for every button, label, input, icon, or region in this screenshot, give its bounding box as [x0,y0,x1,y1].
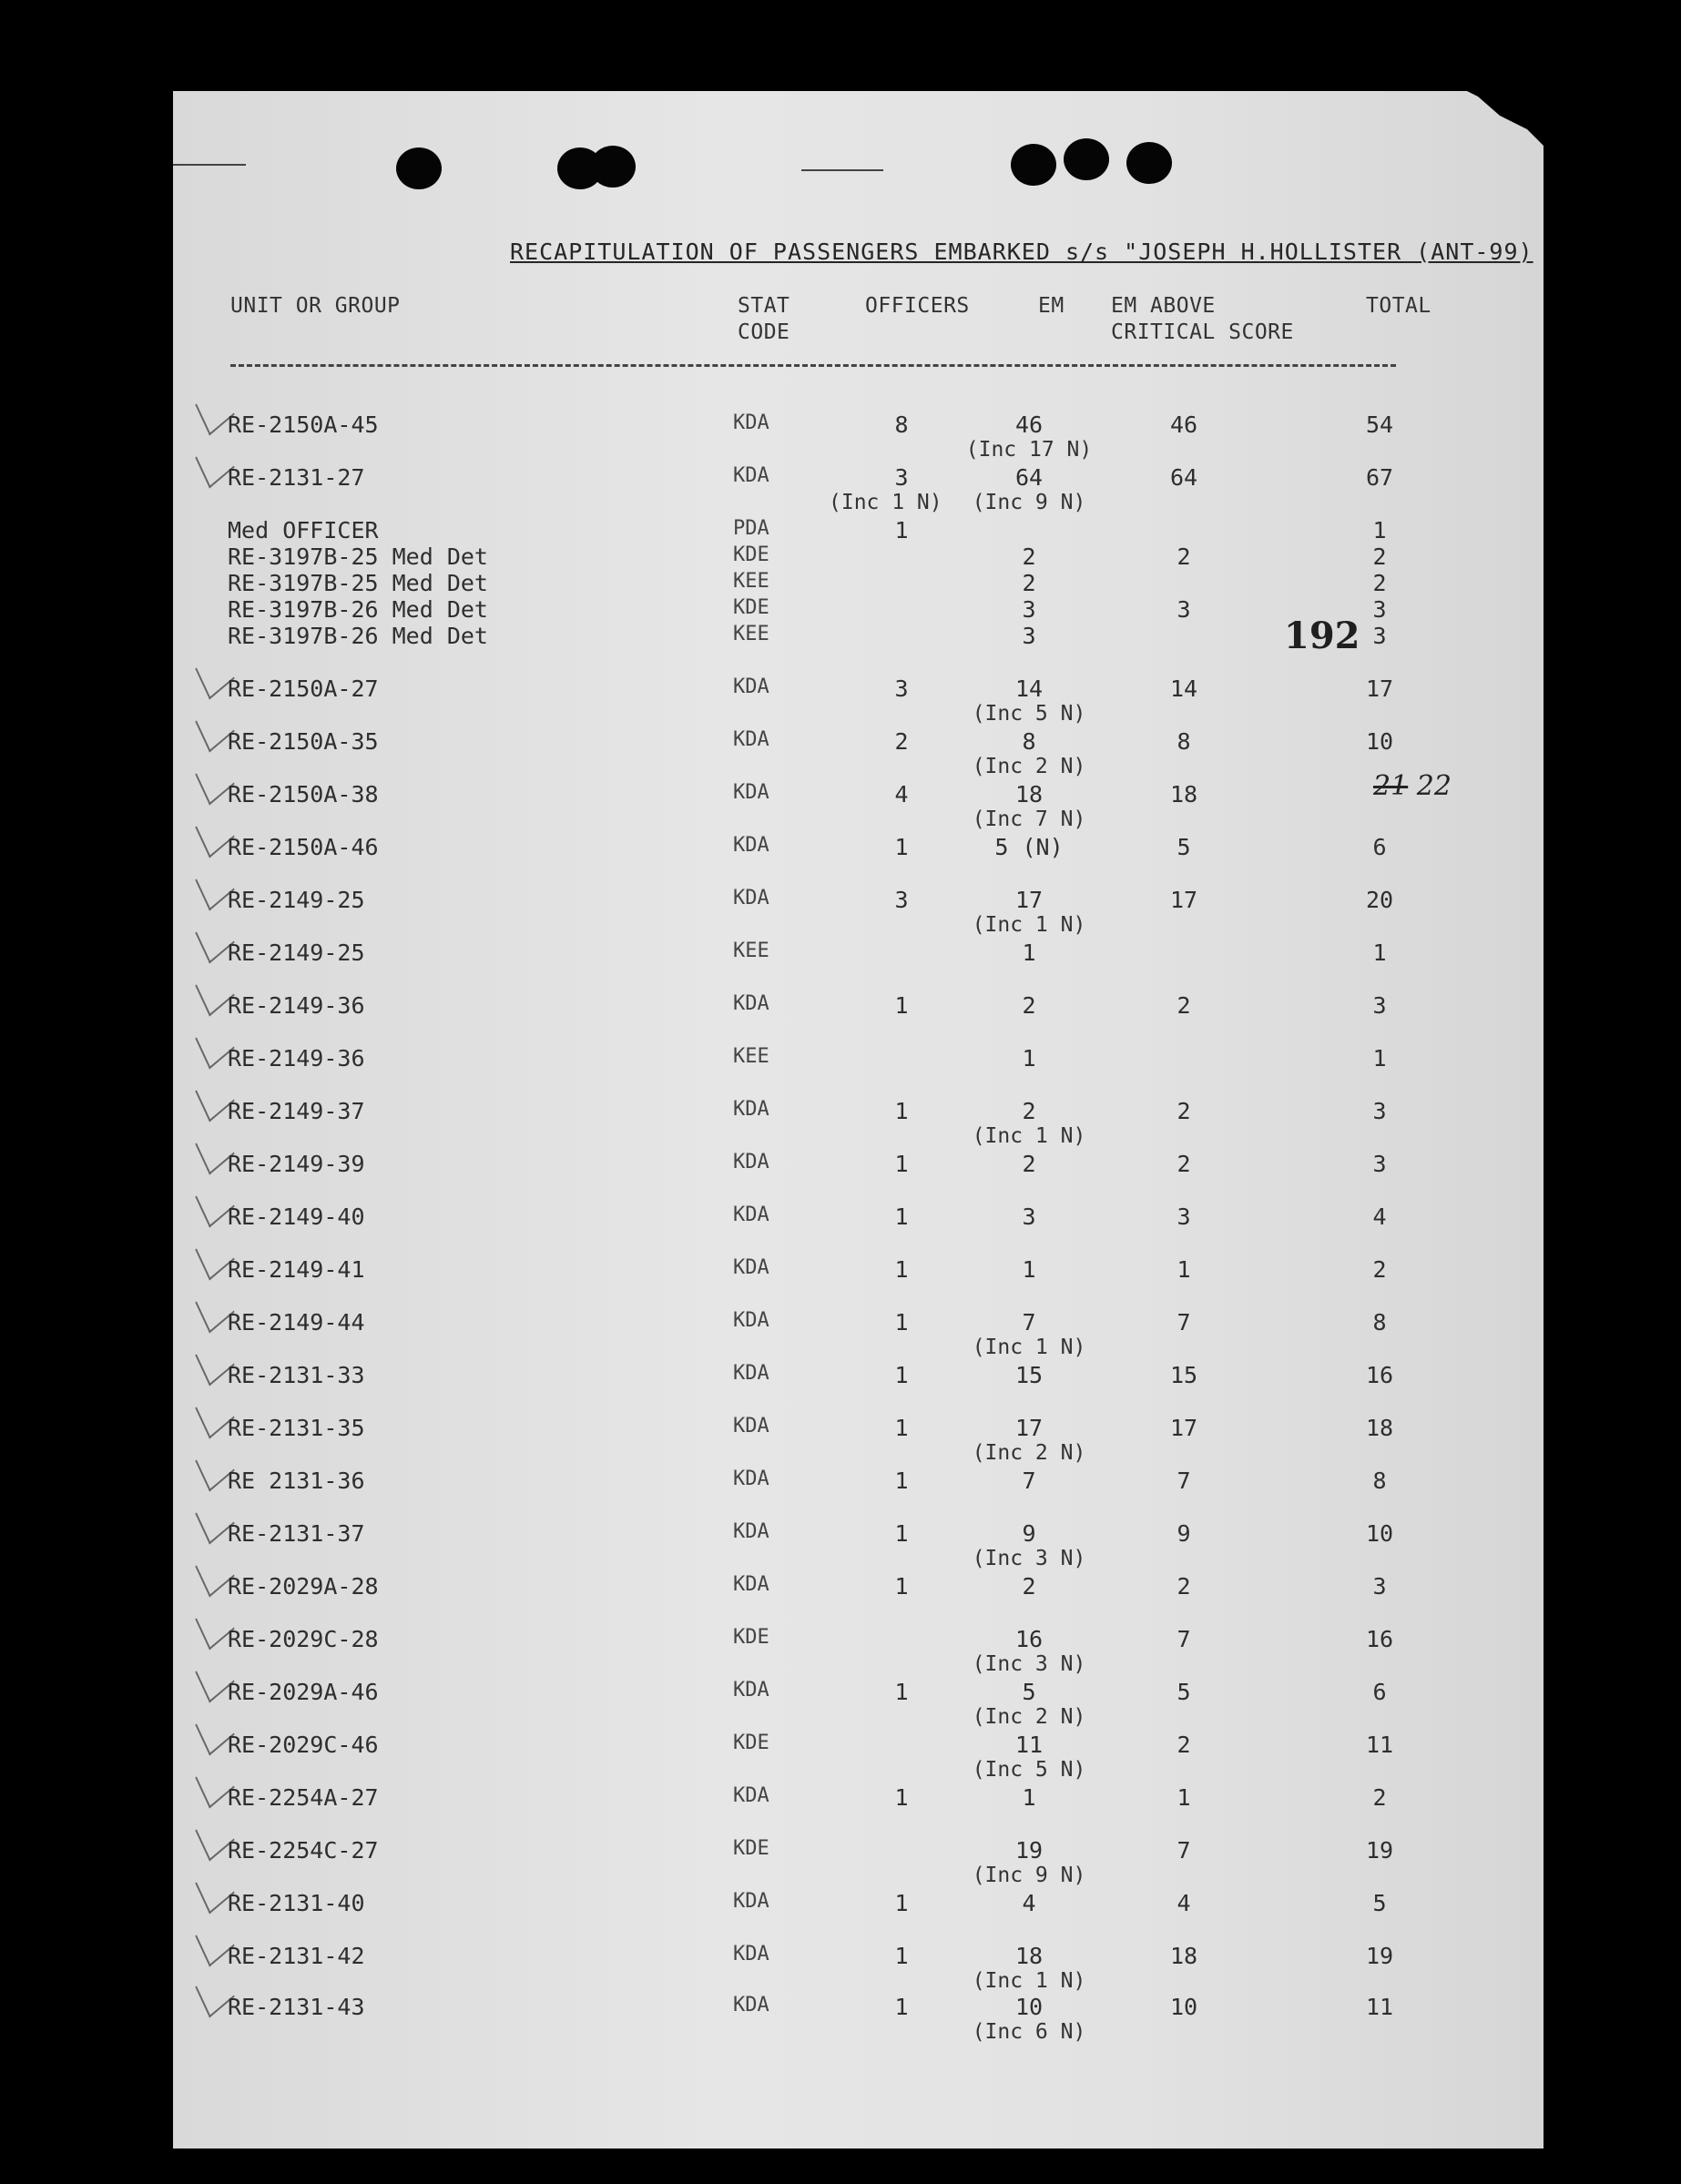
em-cell: 2 [1022,543,1036,570]
stat-code-cell: KDA [733,1098,769,1121]
em-cell: 1 [1022,1045,1036,1072]
critical-score-cell: 2 [1177,1732,1191,1758]
stat-code-cell: KDA [733,411,769,434]
officers-cell: 1 [894,1784,909,1811]
table-row [173,1943,1543,1996]
em-cell: 5 [1022,1679,1036,1705]
document-page [173,91,1543,2148]
total-cell: 8 [1372,1309,1387,1336]
em-note: (Inc 5 N) [972,1758,1086,1782]
unit-cell: RE-2150A-45 [228,411,379,438]
stat-code-cell: KEE [733,1045,769,1068]
total-cell: 3 [1372,1151,1387,1177]
em-note: (Inc 3 N) [972,1652,1086,1676]
total-cell: 3 [1372,596,1387,623]
table-row [173,1784,1543,1837]
unit-cell: RE-2149-25 [228,940,365,966]
unit-cell: RE-2149-36 [228,1045,365,1072]
stat-code-cell: KDA [733,781,769,804]
critical-score-cell: 1 [1177,1256,1191,1283]
stat-code-cell: KDE [733,543,769,566]
em-cell: 17 [1014,1415,1044,1441]
total-cell: 54 [1365,411,1394,438]
table-row [173,1837,1543,1890]
em-cell: 2 [1022,1151,1036,1177]
officers-cell: 1 [894,1204,909,1230]
em-cell: 64 [1014,464,1044,491]
em-cell: 9 [1022,1520,1036,1547]
officers-cell: 1 [894,1256,909,1283]
table-row [173,728,1543,781]
stat-code-cell: KDA [733,1468,769,1490]
officers-cell: 3 [894,464,909,491]
margin-mark [173,164,246,166]
unit-cell: RE-2149-39 [228,1151,365,1177]
table-row [173,1994,1543,2047]
critical-score-cell: 15 [1169,1362,1198,1388]
stat-code-cell: KDA [733,1362,769,1385]
stat-code-cell: KDE [733,596,769,619]
total-cell: 6 [1372,1679,1387,1705]
officers-cell: 1 [894,1573,909,1600]
em-cell: 16 [1014,1626,1044,1652]
officers-cell: 1 [894,517,909,543]
stat-code-cell: KDE [733,1837,769,1860]
header-divider [230,364,1396,367]
handwritten-correction [1373,770,1452,802]
header-critical-score: EM ABOVE CRITICAL SCORE [1111,294,1294,344]
stat-code-cell: KDA [733,887,769,909]
officers-note: (Inc 1 N) [829,491,942,514]
em-cell: 3 [1022,1204,1036,1230]
total-cell: 18 [1365,1415,1394,1441]
em-cell: 3 [1022,596,1036,623]
handwritten-subtotal: 192 [1284,615,1360,657]
unit-cell: RE-2029C-28 [228,1626,379,1652]
total-cell: 4 [1372,1204,1387,1230]
critical-score-cell: 5 [1177,1679,1191,1705]
unit-cell: RE-2131-40 [228,1890,365,1916]
em-note: (Inc 6 N) [972,2020,1086,2044]
table-row [173,1890,1543,1943]
critical-score-cell: 14 [1169,676,1198,702]
table-row [173,1362,1543,1415]
critical-score-cell: 2 [1177,1098,1191,1124]
em-note: (Inc 1 N) [972,1969,1086,1993]
total-cell: 20 [1365,887,1394,913]
punch-hole [396,147,442,189]
em-cell: 17 [1014,887,1044,913]
total-cell: 1 [1372,940,1387,966]
unit-cell: RE-2150A-46 [228,834,379,860]
unit-cell: RE-2029A-46 [228,1679,379,1705]
header-officers: OFFICERS [865,294,970,318]
unit-cell: RE-3197B-26 Med Det [228,623,488,649]
em-cell: 3 [1022,623,1036,649]
table-row [173,781,1543,834]
officers-cell: 3 [894,887,909,913]
table-row [173,1309,1543,1362]
em-cell: 2 [1022,1098,1036,1124]
table-row [173,992,1543,1045]
total-cell: 17 [1365,676,1394,702]
header-em: EM [1038,294,1065,318]
table-row [173,1256,1543,1309]
table-row [173,1098,1543,1151]
em-note: (Inc 2 N) [972,1705,1086,1729]
em-note: (Inc 7 N) [972,808,1086,831]
unit-cell: RE-2131-35 [228,1415,365,1441]
critical-score-cell: 2 [1177,992,1191,1019]
unit-cell: RE-3197B-25 Med Det [228,570,488,596]
officers-cell: 1 [894,1151,909,1177]
total-cell: 16 [1365,1626,1394,1652]
em-cell: 4 [1022,1890,1036,1916]
officers-cell: 1 [894,1362,909,1388]
critical-score-cell: 18 [1169,781,1198,808]
critical-score-cell: 18 [1169,1943,1198,1969]
stat-code-cell: KEE [733,623,769,645]
total-cell: 6 [1372,834,1387,860]
officers-cell: 2 [894,728,909,755]
total-cell: 2 [1372,1256,1387,1283]
total-cell: 1 [1372,517,1387,543]
critical-score-cell: 2 [1177,543,1191,570]
total-cell: 19 [1365,1837,1394,1864]
unit-cell: RE 2131-36 [228,1468,365,1494]
total-cell: 10 [1365,1520,1394,1547]
table-row [173,676,1543,728]
total-cell: 16 [1365,1362,1394,1388]
unit-cell: RE-2149-37 [228,1098,365,1124]
em-cell: 1 [1022,1784,1036,1811]
critical-score-cell: 17 [1169,1415,1198,1441]
em-note: (Inc 9 N) [972,1864,1086,1887]
header-total: TOTAL [1366,294,1431,318]
unit-cell: RE-2131-33 [228,1362,365,1388]
em-note: (Inc 2 N) [972,1441,1086,1465]
officers-cell: 1 [894,1309,909,1336]
stat-code-cell: KDA [733,1573,769,1596]
officers-cell: 1 [894,1098,909,1124]
critical-score-cell: 5 [1177,834,1191,860]
critical-score-cell: 46 [1169,411,1198,438]
stat-code-cell: KDA [733,1204,769,1226]
total-cell: 19 [1365,1943,1394,1969]
em-cell: 2 [1022,1573,1036,1600]
table-row [173,1626,1543,1679]
table-row [173,1520,1543,1573]
unit-cell: RE-2150A-35 [228,728,379,755]
stat-code-cell: KDA [733,1415,769,1437]
officers-cell: 1 [894,1994,909,2020]
em-cell: 2 [1022,992,1036,1019]
em-cell: 8 [1022,728,1036,755]
officers-cell: 8 [894,411,909,438]
officers-cell: 1 [894,1520,909,1547]
critical-score-cell: 7 [1177,1468,1191,1494]
total-cell: 3 [1372,1573,1387,1600]
em-note: (Inc 1 N) [972,1336,1086,1359]
officers-cell: 1 [894,1415,909,1441]
em-note: (Inc 1 N) [972,913,1086,937]
unit-cell: RE-2150A-27 [228,676,379,702]
critical-score-cell: 7 [1177,1309,1191,1336]
unit-cell: RE-2029A-28 [228,1573,379,1600]
stat-code-cell: KDA [733,676,769,698]
unit-cell: RE-2131-43 [228,1994,365,2020]
critical-score-cell: 10 [1169,1994,1198,2020]
punch-hole [1011,144,1056,186]
margin-mark [801,169,883,171]
em-cell: 7 [1022,1309,1036,1336]
officers-cell: 1 [894,992,909,1019]
critical-score-cell: 2 [1177,1573,1191,1600]
em-note: (Inc 1 N) [972,1124,1086,1148]
table-row [173,1679,1543,1732]
stat-code-cell: KDA [733,1520,769,1543]
table-row [173,1732,1543,1784]
torn-corner [1434,91,1543,146]
stat-code-cell: KDA [733,728,769,751]
stat-code-cell: KDA [733,992,769,1015]
stat-code-cell: KDA [733,834,769,857]
officers-cell: 4 [894,781,909,808]
stat-code-cell: KDA [733,464,769,487]
em-cell: 2 [1022,570,1036,596]
unit-cell: RE-2149-25 [228,887,365,913]
stat-code-cell: KDA [733,1679,769,1701]
unit-cell: RE-2131-42 [228,1943,365,1969]
stat-code-cell: KEE [733,570,769,593]
stat-code-cell: KEE [733,940,769,962]
unit-cell: RE-2131-37 [228,1520,365,1547]
table-row [173,1151,1543,1204]
critical-score-cell: 8 [1177,728,1191,755]
total-cell: 1 [1372,1045,1387,1072]
em-note: (Inc 9 N) [972,491,1086,514]
table-row [173,1415,1543,1468]
total-cell: 11 [1365,1994,1394,2020]
total-cell: 3 [1372,1098,1387,1124]
em-cell: 14 [1014,676,1044,702]
stat-code-cell: KDA [733,1784,769,1807]
total-cell: 11 [1365,1732,1394,1758]
critical-score-cell: 3 [1177,596,1191,623]
em-cell: 19 [1014,1837,1044,1864]
table-row [173,1204,1543,1256]
punch-hole [1064,138,1109,180]
critical-score-cell: 4 [1177,1890,1191,1916]
stat-code-cell: PDA [733,517,769,540]
total-cell: 5 [1372,1890,1387,1916]
corrected-total: 22 [1416,770,1452,802]
unit-cell: RE-2149-40 [228,1204,365,1230]
critical-score-cell: 17 [1169,887,1198,913]
em-cell: 15 [1014,1362,1044,1388]
struck-total: 21 [1373,770,1409,802]
table-row [173,464,1543,517]
em-cell: 10 [1014,1994,1044,2020]
total-cell: 2 [1372,543,1387,570]
critical-score-cell: 9 [1177,1520,1191,1547]
total-cell: 2 [1372,570,1387,596]
em-cell: 1 [1022,1256,1036,1283]
stat-code-cell: KDA [733,1994,769,2016]
em-cell: 18 [1014,781,1044,808]
em-cell: 18 [1014,1943,1044,1969]
unit-cell: RE-2029C-46 [228,1732,379,1758]
unit-cell: RE-3197B-26 Med Det [228,596,488,623]
em-cell: 11 [1014,1732,1044,1758]
stat-code-cell: KDA [733,1309,769,1332]
em-cell: 46 [1014,411,1044,438]
officers-cell: 3 [894,676,909,702]
unit-cell: RE-2149-44 [228,1309,365,1336]
critical-score-cell: 7 [1177,1837,1191,1864]
em-cell: 5 (N) [994,834,1064,860]
critical-score-cell: 3 [1177,1204,1191,1230]
stat-code-cell: KDE [733,1732,769,1754]
table-row [173,834,1543,887]
table-row [173,940,1543,992]
table-row [173,1468,1543,1520]
unit-cell: RE-2149-41 [228,1256,365,1283]
officers-cell: 1 [894,1890,909,1916]
unit-cell: RE-2254C-27 [228,1837,379,1864]
critical-score-cell: 2 [1177,1151,1191,1177]
header-unit: UNIT OR GROUP [230,294,401,318]
punch-hole [590,146,636,188]
total-cell: 3 [1372,623,1387,649]
total-cell: 10 [1365,728,1394,755]
unit-cell: RE-3197B-25 Med Det [228,543,488,570]
em-note: (Inc 2 N) [972,755,1086,778]
unit-cell: Med OFFICER [228,517,379,543]
total-cell: 67 [1365,464,1394,491]
em-note: (Inc 3 N) [972,1547,1086,1570]
table-row [173,1045,1543,1098]
stat-code-cell: KDA [733,1943,769,1966]
officers-cell: 1 [894,834,909,860]
header-stat-code: STAT CODE [738,294,790,344]
unit-cell: RE-2149-36 [228,992,365,1019]
em-cell: 7 [1022,1468,1036,1494]
officers-cell: 1 [894,1468,909,1494]
document-title: RECAPITULATION OF PASSENGERS EMBARKED s/s "JOSEPH H.HOLLISTER (ANT-99) [510,239,1533,265]
total-cell: 2 [1372,1784,1387,1811]
critical-score-cell: 7 [1177,1626,1191,1652]
punch-hole [1126,142,1172,184]
critical-score-cell: 1 [1177,1784,1191,1811]
critical-score-cell: 64 [1169,464,1198,491]
table-row [173,1573,1543,1626]
em-cell: 1 [1022,940,1036,966]
table-row [173,411,1543,464]
officers-cell: 1 [894,1943,909,1969]
table-row [173,887,1543,940]
unit-cell: RE-2254A-27 [228,1784,379,1811]
em-note: (Inc 5 N) [972,702,1086,726]
unit-cell: RE-2131-27 [228,464,365,491]
stat-code-cell: KDE [733,1626,769,1649]
total-cell: 3 [1372,992,1387,1019]
officers-cell: 1 [894,1679,909,1705]
em-note: (Inc 17 N) [965,438,1093,462]
stat-code-cell: KDA [733,1890,769,1913]
total-cell: 8 [1372,1468,1387,1494]
stat-code-cell: KDA [733,1256,769,1279]
unit-cell: RE-2150A-38 [228,781,379,808]
stat-code-cell: KDA [733,1151,769,1173]
